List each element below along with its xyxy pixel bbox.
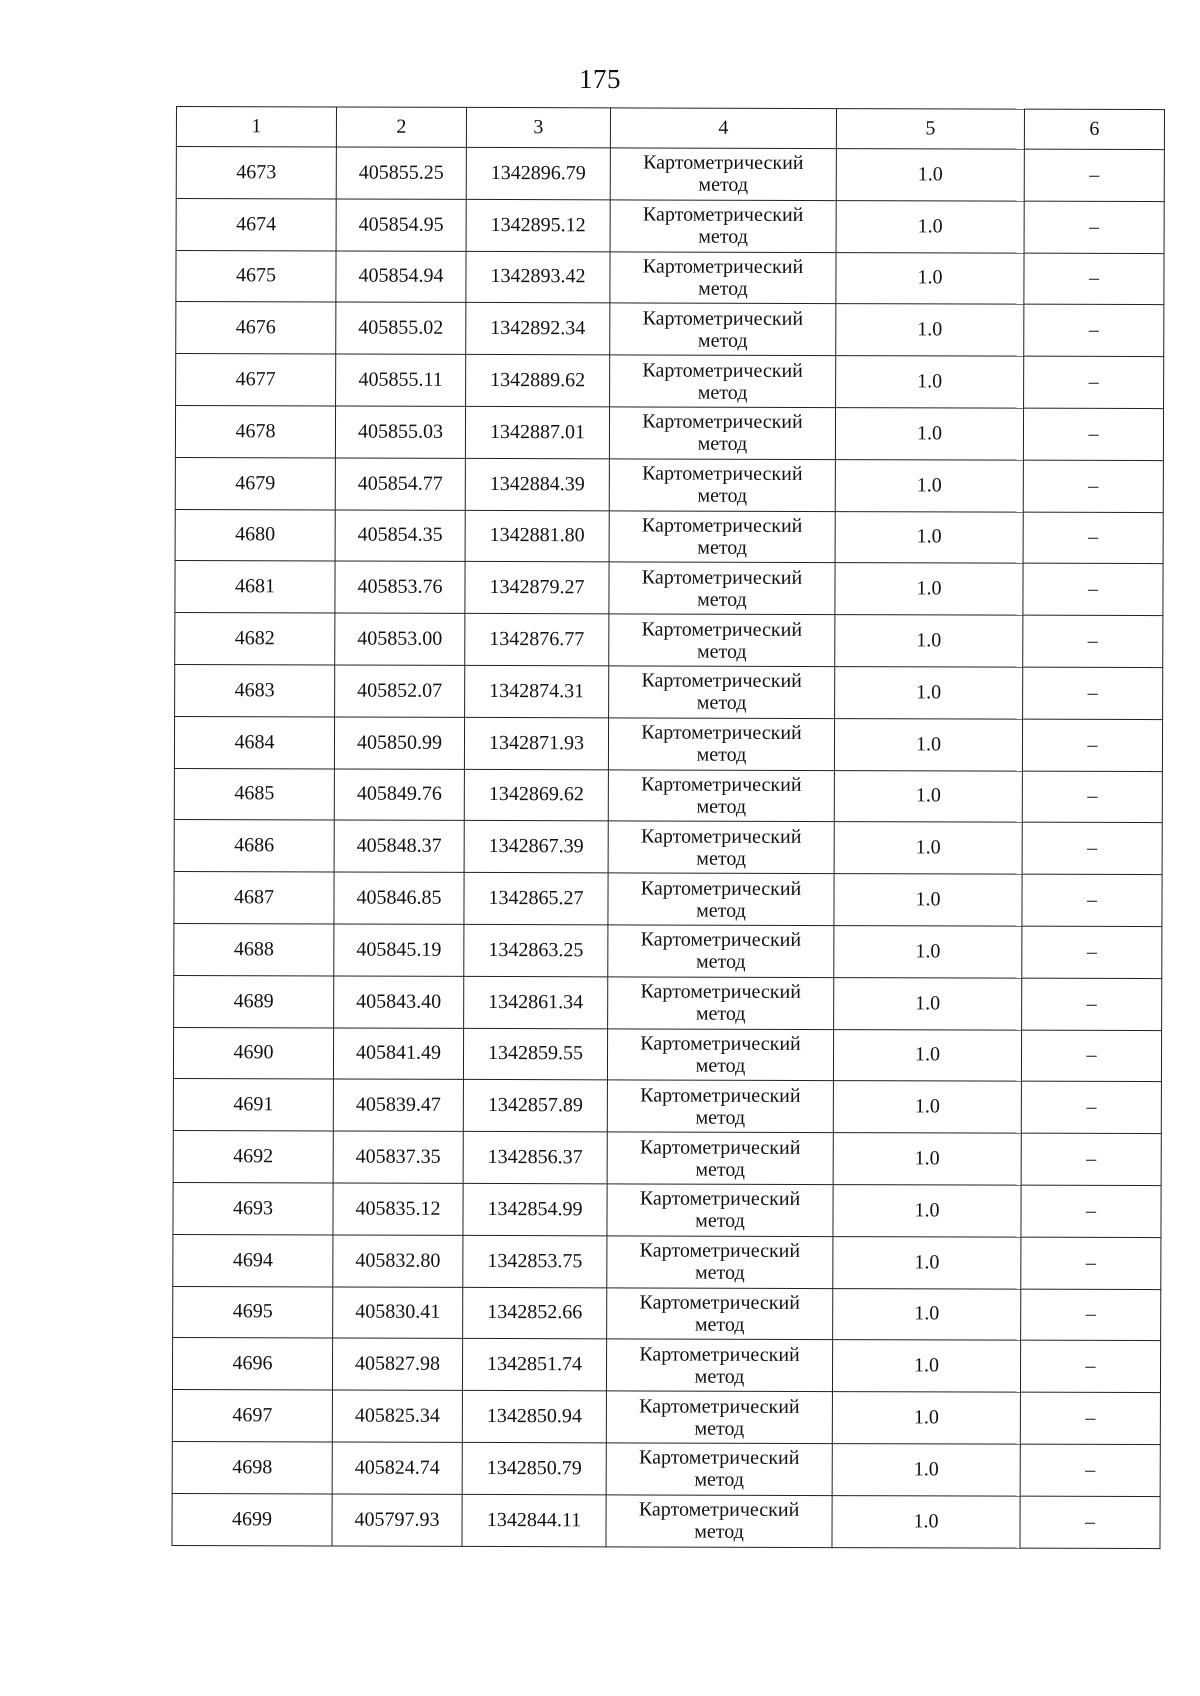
- table-row: [172, 1338, 1160, 1393]
- x-coordinate-cell: 405830.41: [333, 1287, 463, 1339]
- column-header: 4: [610, 108, 836, 149]
- method-line-2: метод: [697, 484, 748, 507]
- table-row: [175, 457, 1163, 512]
- y-coordinate-cell: 1342876.77: [465, 614, 609, 666]
- description-cell: –: [1022, 719, 1162, 771]
- y-coordinate-cell: 1342863.25: [464, 924, 608, 976]
- x-coordinate-cell: 405848.37: [334, 820, 464, 872]
- method-cell: [608, 821, 834, 874]
- method-cell: [609, 407, 835, 460]
- coordinates-table: [171, 106, 1165, 1549]
- method-line-1: Картометрический: [640, 1084, 801, 1107]
- method-line-1: Картометрический: [642, 307, 804, 330]
- method-line-2: метод: [694, 1520, 744, 1543]
- table-row: [175, 405, 1163, 460]
- description-cell: –: [1022, 874, 1162, 926]
- x-coordinate-cell: 405852.07: [335, 665, 465, 717]
- point-number-cell: 4697: [172, 1390, 332, 1442]
- description-cell: –: [1023, 667, 1163, 719]
- point-number-cell: 4691: [173, 1079, 333, 1131]
- y-coordinate-cell: 1342892.34: [466, 303, 610, 355]
- table-row: [176, 198, 1164, 253]
- x-coordinate-cell: 405855.02: [336, 302, 466, 354]
- table-row: [172, 1390, 1160, 1445]
- x-coordinate-cell: 405841.49: [333, 1028, 463, 1080]
- method-cell: [610, 148, 836, 201]
- description-cell: –: [1021, 1237, 1161, 1289]
- column-header: 6: [1024, 109, 1164, 149]
- y-coordinate-cell: 1342861.34: [464, 976, 608, 1028]
- method-line-2: метод: [696, 899, 746, 922]
- x-coordinate-cell: 405855.03: [335, 406, 465, 458]
- method-cell: [606, 1443, 832, 1496]
- description-cell: –: [1020, 1496, 1160, 1548]
- y-coordinate-cell: 1342859.55: [463, 1028, 607, 1080]
- accuracy-cell: 1.0: [833, 1029, 1021, 1081]
- method-line-2: метод: [695, 1106, 746, 1129]
- method-cell: [610, 200, 836, 253]
- point-number-cell: 4674: [176, 198, 336, 250]
- method-cell: [607, 1028, 833, 1081]
- method-line-1: Картометрический: [641, 773, 802, 796]
- method-line-1: Картометрический: [640, 877, 802, 900]
- y-coordinate-cell: 1342879.27: [465, 562, 609, 614]
- y-coordinate-cell: 1342857.89: [463, 1080, 607, 1132]
- description-cell: –: [1022, 978, 1162, 1030]
- description-cell: –: [1021, 1289, 1161, 1341]
- y-coordinate-cell: 1342881.80: [465, 510, 609, 562]
- accuracy-cell: 1.0: [832, 1495, 1020, 1547]
- table-row: [173, 1027, 1161, 1082]
- x-coordinate-cell: 405846.85: [334, 872, 464, 924]
- y-coordinate-cell: 1342865.27: [464, 873, 608, 925]
- x-coordinate-cell: 405824.74: [332, 1442, 462, 1494]
- y-coordinate-cell: 1342844.11: [462, 1494, 606, 1546]
- method-line-1: Картометрический: [639, 1394, 800, 1418]
- method-line-1: Картометрический: [640, 825, 802, 848]
- method-line-2: метод: [694, 1313, 745, 1336]
- method-line-2: метод: [694, 1417, 745, 1440]
- point-number-cell: 4693: [173, 1182, 333, 1234]
- table-row: [174, 975, 1162, 1030]
- x-coordinate-cell: 405855.11: [336, 354, 466, 406]
- column-header: 3: [466, 107, 610, 147]
- table-row: [175, 561, 1163, 616]
- method-line-1: Картометрический: [643, 151, 804, 175]
- x-coordinate-cell: 405853.00: [335, 613, 465, 665]
- method-cell: [608, 977, 834, 1030]
- column-header: 2: [336, 107, 466, 147]
- method-line-1: Картометрический: [639, 1135, 801, 1159]
- description-cell: –: [1020, 1340, 1160, 1392]
- method-line-2: метод: [695, 950, 746, 974]
- method-line-2: метод: [696, 795, 747, 818]
- method-cell: [609, 459, 835, 512]
- accuracy-cell: 1.0: [835, 511, 1023, 563]
- accuracy-cell: 1.0: [834, 874, 1022, 926]
- page-number: 175: [579, 64, 621, 94]
- method-line-2: метод: [694, 1365, 745, 1388]
- description-cell: –: [1024, 201, 1164, 253]
- method-line-1: Картометрический: [641, 514, 803, 537]
- accuracy-cell: 1.0: [835, 408, 1023, 460]
- column-header: 1: [176, 107, 336, 148]
- accuracy-cell: 1.0: [834, 822, 1022, 874]
- point-number-cell: 4698: [172, 1441, 332, 1493]
- accuracy-cell: 1.0: [833, 1288, 1021, 1340]
- accuracy-cell: 1.0: [832, 1392, 1020, 1444]
- point-number-cell: 4684: [174, 716, 334, 768]
- point-number-cell: 4687: [174, 872, 334, 924]
- table-row: [175, 613, 1163, 668]
- method-line-1: Картометрический: [638, 1498, 800, 1522]
- accuracy-cell: 1.0: [832, 1443, 1020, 1495]
- column-header: 5: [836, 109, 1024, 150]
- description-cell: –: [1023, 512, 1163, 564]
- accuracy-cell: 1.0: [836, 356, 1024, 408]
- point-number-cell: 4677: [176, 354, 336, 406]
- accuracy-cell: 1.0: [836, 304, 1024, 356]
- y-coordinate-cell: 1342887.01: [465, 406, 609, 458]
- point-number-cell: 4694: [173, 1234, 333, 1286]
- description-cell: –: [1023, 408, 1163, 460]
- point-number-cell: 4699: [172, 1493, 332, 1545]
- method-line-2: метод: [695, 1158, 745, 1181]
- method-cell: [608, 925, 834, 978]
- x-coordinate-cell: 405843.40: [334, 976, 464, 1028]
- y-coordinate-cell: 1342850.94: [462, 1391, 606, 1443]
- method-line-2: метод: [696, 847, 746, 870]
- y-coordinate-cell: 1342884.39: [465, 458, 609, 510]
- table-row: [176, 250, 1164, 305]
- point-number-cell: 4676: [176, 302, 336, 354]
- method-cell: [607, 1184, 833, 1237]
- accuracy-cell: 1.0: [834, 770, 1022, 822]
- description-cell: –: [1021, 1185, 1161, 1237]
- x-coordinate-cell: 405845.19: [334, 924, 464, 976]
- x-coordinate-cell: 405839.47: [333, 1079, 463, 1131]
- y-coordinate-cell: 1342854.99: [463, 1183, 607, 1235]
- x-coordinate-cell: 405855.25: [336, 147, 466, 199]
- method-cell: [609, 562, 835, 615]
- method-line-1: Картометрический: [640, 928, 802, 952]
- method-cell: [606, 1495, 832, 1548]
- method-line-1: Картометрический: [639, 1187, 801, 1211]
- method-line-2: метод: [697, 433, 748, 456]
- method-line-2: метод: [695, 1054, 746, 1077]
- method-line-2: метод: [696, 640, 747, 663]
- accuracy-cell: 1.0: [835, 615, 1023, 667]
- accuracy-cell: 1.0: [835, 667, 1023, 719]
- x-coordinate-cell: 405797.93: [332, 1494, 462, 1546]
- point-number-cell: 4678: [175, 405, 335, 457]
- table-row: [172, 1441, 1160, 1496]
- x-coordinate-cell: 405854.77: [335, 458, 465, 510]
- table-row: [173, 1286, 1161, 1341]
- table-row: [174, 923, 1162, 978]
- method-line-1: Картометрический: [641, 669, 802, 693]
- method-line-1: Картометрический: [640, 1032, 801, 1055]
- method-line-2: метод: [698, 277, 748, 300]
- method-cell: [608, 769, 834, 822]
- accuracy-cell: 1.0: [833, 1185, 1021, 1237]
- y-coordinate-cell: 1342896.79: [466, 147, 610, 199]
- point-number-cell: 4690: [173, 1027, 333, 1079]
- point-number-cell: 4683: [175, 664, 335, 716]
- point-number-cell: 4682: [175, 613, 335, 665]
- table-body: [172, 147, 1164, 1549]
- x-coordinate-cell: 405849.76: [334, 769, 464, 821]
- table-row: [173, 1131, 1161, 1186]
- method-line-2: метод: [697, 536, 747, 559]
- method-cell: [609, 666, 835, 719]
- description-cell: –: [1020, 1444, 1160, 1496]
- method-line-1: Картометрический: [639, 1239, 801, 1263]
- y-coordinate-cell: 1342851.74: [462, 1339, 606, 1391]
- method-line-1: Картометрический: [642, 462, 803, 486]
- y-coordinate-cell: 1342871.93: [464, 717, 608, 769]
- x-coordinate-cell: 405837.35: [333, 1131, 463, 1183]
- method-line-1: Картометрический: [642, 410, 803, 434]
- accuracy-cell: 1.0: [832, 1340, 1020, 1392]
- method-cell: [610, 303, 836, 356]
- x-coordinate-cell: 405854.35: [335, 510, 465, 562]
- method-line-2: метод: [694, 1261, 745, 1284]
- accuracy-cell: 1.0: [834, 718, 1022, 770]
- method-line-1: Картометрический: [641, 618, 803, 641]
- accuracy-cell: 1.0: [836, 200, 1024, 252]
- description-cell: –: [1021, 1133, 1161, 1185]
- method-cell: [607, 1287, 833, 1340]
- method-cell: [606, 1339, 832, 1392]
- accuracy-cell: 1.0: [835, 563, 1023, 615]
- description-cell: –: [1022, 771, 1162, 823]
- y-coordinate-cell: 1342889.62: [466, 355, 610, 407]
- method-cell: [610, 355, 836, 408]
- description-cell: –: [1023, 460, 1163, 512]
- description-cell: –: [1020, 1392, 1160, 1444]
- accuracy-cell: 1.0: [833, 1133, 1021, 1185]
- description-cell: –: [1024, 253, 1164, 305]
- method-cell: [608, 873, 834, 926]
- accuracy-cell: 1.0: [833, 1236, 1021, 1288]
- point-number-cell: 4686: [174, 820, 334, 872]
- x-coordinate-cell: 405850.99: [334, 717, 464, 769]
- point-number-cell: 4680: [175, 509, 335, 561]
- method-cell: [609, 614, 835, 667]
- method-line-1: Картометрический: [640, 980, 801, 1004]
- point-number-cell: 4689: [174, 975, 334, 1027]
- table-row: [175, 509, 1163, 564]
- method-line-1: Картометрический: [642, 359, 803, 382]
- method-line-2: метод: [697, 588, 747, 611]
- method-cell: [607, 1132, 833, 1185]
- accuracy-cell: 1.0: [834, 926, 1022, 978]
- accuracy-cell: 1.0: [833, 1081, 1021, 1133]
- point-number-cell: 4692: [173, 1131, 333, 1183]
- table-row: [174, 716, 1162, 771]
- method-line-2: метод: [697, 329, 748, 352]
- x-coordinate-cell: 405835.12: [333, 1183, 463, 1235]
- point-number-cell: 4675: [176, 250, 336, 302]
- table-row: [174, 872, 1162, 927]
- method-line-1: Картометрический: [641, 721, 802, 745]
- method-cell: [607, 1236, 833, 1289]
- description-cell: –: [1022, 926, 1162, 978]
- method-line-1: Картометрический: [639, 1343, 800, 1366]
- x-coordinate-cell: 405832.80: [333, 1235, 463, 1287]
- method-line-1: Картометрический: [639, 1291, 800, 1314]
- table-row: [176, 302, 1164, 357]
- method-cell: [607, 1080, 833, 1133]
- description-cell: –: [1024, 305, 1164, 357]
- point-number-cell: 4685: [174, 768, 334, 820]
- method-line-1: Картометрический: [642, 203, 804, 227]
- y-coordinate-cell: 1342874.31: [465, 665, 609, 717]
- table-row: [173, 1079, 1161, 1134]
- accuracy-cell: 1.0: [834, 977, 1022, 1029]
- x-coordinate-cell: 405853.76: [335, 561, 465, 613]
- description-cell: –: [1024, 149, 1164, 201]
- x-coordinate-cell: 405854.94: [336, 251, 466, 303]
- method-line-2: метод: [698, 174, 749, 197]
- method-line-2: метод: [694, 1468, 745, 1492]
- method-line-1: Картометрический: [641, 566, 803, 589]
- table-row: [174, 820, 1162, 875]
- method-line-2: метод: [697, 381, 748, 404]
- accuracy-cell: 1.0: [836, 252, 1024, 304]
- description-cell: –: [1023, 615, 1163, 667]
- x-coordinate-cell: 405854.95: [336, 199, 466, 251]
- method-cell: [606, 1391, 832, 1444]
- point-number-cell: 4681: [175, 561, 335, 613]
- method-line-2: метод: [696, 691, 747, 715]
- y-coordinate-cell: 1342869.62: [464, 769, 608, 821]
- y-coordinate-cell: 1342853.75: [463, 1235, 607, 1287]
- table-row: [176, 147, 1164, 202]
- method-line-2: метод: [698, 225, 748, 248]
- accuracy-cell: 1.0: [836, 149, 1024, 201]
- method-line-2: метод: [696, 743, 747, 766]
- description-cell: –: [1021, 1030, 1161, 1082]
- accuracy-cell: 1.0: [835, 459, 1023, 511]
- x-coordinate-cell: 405827.98: [332, 1338, 462, 1390]
- description-cell: –: [1024, 356, 1164, 408]
- point-number-cell: 4673: [176, 147, 336, 199]
- point-number-cell: 4688: [174, 923, 334, 975]
- table-row: [173, 1234, 1161, 1289]
- table-header-row: [176, 107, 1164, 150]
- table-row: [175, 664, 1163, 719]
- table-row: [174, 768, 1162, 823]
- method-line-2: метод: [695, 1002, 746, 1025]
- method-line-1: Картометрический: [642, 255, 804, 278]
- y-coordinate-cell: 1342895.12: [466, 199, 610, 251]
- description-cell: –: [1022, 823, 1162, 875]
- method-cell: [609, 510, 835, 563]
- method-cell: [610, 251, 836, 304]
- y-coordinate-cell: 1342850.79: [462, 1442, 606, 1494]
- table-row: [173, 1182, 1161, 1237]
- y-coordinate-cell: 1342852.66: [463, 1287, 607, 1339]
- description-cell: –: [1021, 1082, 1161, 1134]
- description-cell: –: [1023, 564, 1163, 616]
- method-cell: [608, 718, 834, 771]
- point-number-cell: 4696: [172, 1338, 332, 1390]
- y-coordinate-cell: 1342856.37: [463, 1132, 607, 1184]
- table-row: [176, 354, 1164, 409]
- x-coordinate-cell: 405825.34: [332, 1390, 462, 1442]
- y-coordinate-cell: 1342867.39: [464, 821, 608, 873]
- point-number-cell: 4695: [173, 1286, 333, 1338]
- table-row: [172, 1493, 1160, 1548]
- point-number-cell: 4679: [175, 457, 335, 509]
- method-line-1: Картометрический: [638, 1446, 800, 1470]
- y-coordinate-cell: 1342893.42: [466, 251, 610, 303]
- method-line-2: метод: [695, 1209, 745, 1233]
